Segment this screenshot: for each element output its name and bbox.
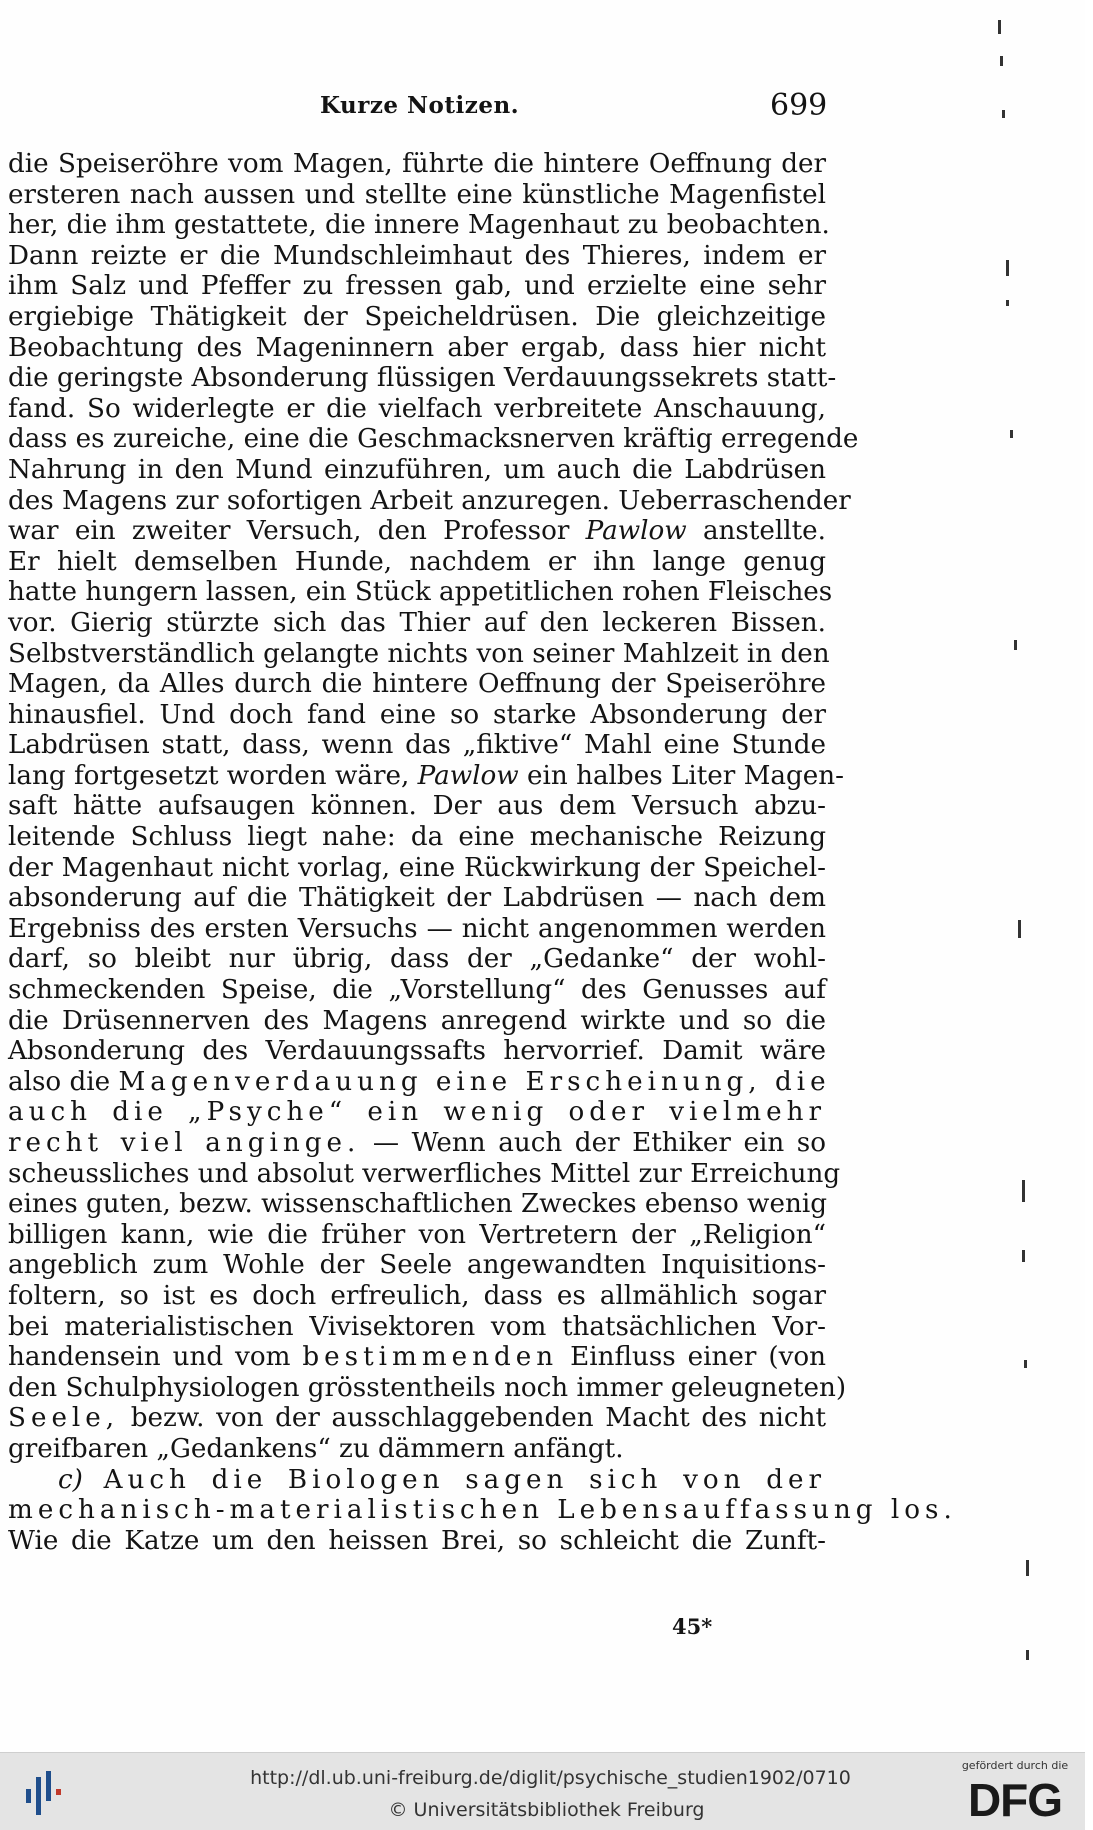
spaced-text: recht viel anginge.	[8, 1128, 361, 1158]
spaced-text: Seele,	[8, 1403, 120, 1434]
text-line: auch die „Psyche“ ein wenig oder vielmehr	[8, 1097, 826, 1128]
edge-mark	[1022, 1180, 1025, 1202]
spaced-text: Magenverdauung eine Erscheinung, die	[118, 1066, 831, 1097]
text-line: bei materialistischen Vivisektoren vom thatsächlichen Vor-	[8, 1311, 826, 1342]
text-run: anstellte.	[686, 516, 826, 547]
paragraph-label: c)	[58, 1464, 83, 1495]
text-line: Magen, da Alles durch die hintere Oeffnung der Speiseröhre	[8, 669, 826, 700]
text-run: also die	[8, 1066, 119, 1097]
dfg-caption: gefördert durch die	[961, 1759, 1069, 1772]
body-text	[8, 149, 957, 1556]
text-line: ergiebige Thätigkeit der Speicheldrüsen. Die gleichzeitige	[8, 301, 826, 332]
text-line: ihm Salz und Pfeffer zu fressen gab, und erzielte eine sehr	[8, 271, 826, 302]
spaced-text: Auch die Biologen sagen sich von der	[82, 1464, 826, 1495]
text-line: hinausfiel. Und doch fand eine so starke Absonderung der	[8, 699, 826, 730]
text-run: war ein zweiter Versuch, den Professor	[8, 516, 586, 547]
edge-mark	[1014, 640, 1017, 650]
text-run: ein halbes Liter Magen-	[518, 760, 844, 791]
text-line: Wie die Katze um den heissen Brei, so schleicht die Zunft-	[8, 1525, 826, 1556]
text-line: scheussliches und absolut verwerfliches Mittel zur Erreichung	[8, 1158, 841, 1189]
text-line: Labdrüsen statt, dass, wenn das „fiktive“ Mahl eine Stunde	[8, 730, 826, 761]
viewer-footer	[0, 1752, 1085, 1830]
text-run: bezw. von der ausschlaggebenden Macht des nicht	[119, 1403, 826, 1434]
text-line: Selbstverständlich gelangte nichts von seiner Mahlzeit in den	[8, 638, 830, 669]
text-line: greifbaren „Gedankens“ zu dämmern anfängt.	[8, 1433, 624, 1464]
page-header	[0, 88, 828, 128]
text-run: Einfluss einer (von	[558, 1342, 826, 1373]
text-line: Nahrung in den Mund einzuführen, um auch die Labdrüsen	[8, 454, 826, 485]
text-line: eines guten, bezw. wissenschaftlichen Zweckes ebenso wenig	[8, 1189, 827, 1220]
text-line: Beobachtung des Mageninnern aber ergab, dass hier nicht	[8, 332, 826, 363]
edge-mark	[1026, 1560, 1029, 1576]
text-line: mechanisch-materialistischen Lebensauffassung los.	[8, 1495, 957, 1526]
spaced-text: bestimmenden	[302, 1342, 559, 1373]
edge-mark	[1006, 300, 1009, 306]
text-line	[8, 760, 844, 792]
text-line	[8, 1066, 831, 1098]
text-line: fand. So widerlegte er die vielfach verbreitete Anschauung,	[8, 393, 826, 424]
text-line: der Magenhaut nicht vorlag, eine Rückwirkung der Speichel-	[8, 852, 826, 883]
text-line	[8, 1465, 826, 1496]
edge-mark	[1002, 110, 1005, 118]
text-line: die Speiseröhre vom Magen, führte die hintere Oeffnung der	[8, 149, 826, 179]
text-line: foltern, so ist es doch erfreulich, dass es allmählich sogar	[8, 1280, 826, 1311]
edge-mark	[1018, 920, 1021, 938]
text-run: lang fortgesetzt worden wäre,	[8, 760, 418, 791]
text-line: Er hielt demselben Hunde, nachdem er ihn lange genug	[8, 546, 826, 577]
text-line: leitende Schluss liegt nahe: da eine mechanische Reizung	[8, 822, 826, 853]
text-line: ersteren nach aussen und stellte eine künstliche Magenfistel	[8, 179, 826, 210]
text-line	[8, 516, 826, 547]
text-line: vor. Gierig stürzte sich das Thier auf den leckeren Bissen.	[8, 607, 826, 638]
edge-mark	[1000, 56, 1003, 66]
text-line: dass es zureiche, eine die Geschmacksnerven kräftig erregende	[8, 424, 859, 455]
dfg-logo-icon	[956, 1759, 1074, 1825]
text-line: die Drüsennerven des Magens anregend wirkte und so die	[8, 1005, 826, 1036]
text-line: absonderung auf die Thätigkeit der Labdrüsen — nach dem	[8, 883, 826, 914]
dfg-wordmark: DFG	[967, 1774, 1063, 1826]
edge-mark	[1022, 1250, 1025, 1262]
running-head: Kurze Notizen.	[320, 92, 520, 119]
document-url[interactable]: http://dl.ub.uni-freiburg.de/diglit/psychische_studien1902/0710	[250, 1767, 851, 1789]
text-line: des Magens zur sofortigen Arbeit anzuregen. Ueberraschender	[8, 485, 851, 516]
text-line: Absonderung des Verdauungssafts hervorrief. Damit wäre	[8, 1036, 826, 1067]
page-edge-marks	[992, 0, 1032, 1740]
name-pawlow: Pawlow	[417, 760, 519, 791]
text-line: saft hätte aufsaugen können. Der aus dem Versuch abzu-	[8, 791, 826, 822]
text-line: Ergebniss des ersten Versuchs — nicht angenommen werden	[8, 913, 826, 944]
text-line: billigen kann, wie die früher von Vertretern der „Religion“	[8, 1219, 826, 1250]
text-line: die geringste Absonderung flüssigen Verdauungssekrets statt-	[8, 363, 837, 394]
edge-mark	[1024, 1360, 1027, 1368]
edge-mark	[1006, 260, 1009, 276]
text-line: den Schulphysiologen grösstentheils noch immer geleugneten)	[8, 1372, 847, 1403]
text-run: — Wenn auch der Ethiker ein so	[360, 1128, 826, 1158]
text-line: schmeckenden Speise, die „Vorstellung“ des Genusses auf	[8, 975, 826, 1006]
text-line: angeblich zum Wohle der Seele angewandten Inquisitions-	[8, 1250, 826, 1281]
text-line: hatte hungern lassen, ein Stück appetitlichen rohen Fleisches	[8, 577, 833, 608]
page-number: 699	[770, 88, 828, 123]
copyright-notice: © Universitätsbibliothek Freiburg	[388, 1799, 705, 1821]
edge-mark	[1010, 430, 1013, 438]
text-run: handensein und vom	[8, 1342, 303, 1373]
text-line: her, die ihm gestattete, die innere Magenhaut zu beobachten.	[8, 210, 830, 241]
edge-mark	[1026, 1650, 1029, 1660]
name-pawlow: Pawlow	[585, 516, 687, 547]
text-line	[8, 1128, 826, 1159]
text-line: darf, so bleibt nur übrig, dass der „Gedanke“ der wohl-	[8, 944, 826, 975]
text-line	[8, 1403, 826, 1434]
edge-mark	[998, 20, 1001, 34]
text-line: Dann reizte er die Mundschleimhaut des Thieres, indem er	[8, 240, 826, 271]
signature-mark: 45*	[672, 1614, 713, 1639]
text-line	[8, 1342, 826, 1373]
